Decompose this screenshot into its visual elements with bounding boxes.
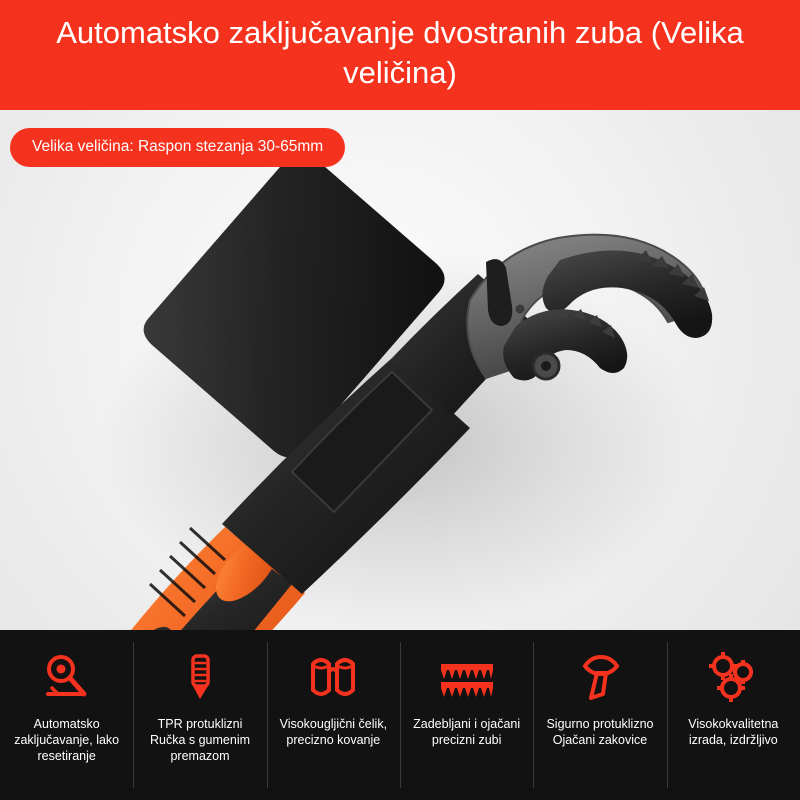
feature-item-tpr-grip <box>133 630 266 800</box>
feature-label: Visokokvalitetna izrada, izdržljivo <box>688 717 779 747</box>
header-banner <box>0 0 800 110</box>
feature-item-auto-lock <box>0 630 133 800</box>
feature-label: Automatsko zaključavanje, lako resetiranje <box>14 717 120 763</box>
feature-strip <box>0 630 800 800</box>
teeth-icon <box>435 644 499 710</box>
rivet-icon <box>573 644 627 710</box>
product-photo <box>0 110 800 630</box>
page-title: Automatsko zaključavanje dvostranih zuba (Velika veličina) <box>56 15 744 90</box>
feature-item-rivet <box>533 630 666 800</box>
feature-label: Visokougljični čelik, precizno kovanje <box>279 717 388 747</box>
gears-icon <box>703 644 763 710</box>
steel-forged-icon <box>303 644 363 710</box>
tpr-grip-icon <box>173 644 227 710</box>
feature-label: Sigurno protuklizno Ojačani zakovice <box>546 717 654 747</box>
wrench-illustration <box>0 110 800 630</box>
size-badge: Velika veličina: Raspon stezanja 30-65mm <box>10 128 345 167</box>
feature-item-teeth <box>400 630 533 800</box>
feature-item-steel-forged <box>267 630 400 800</box>
feature-item-gears <box>667 630 800 800</box>
auto-lock-icon <box>40 644 94 710</box>
feature-label: Zadebljani i ojačani precizni zubi <box>413 717 521 747</box>
feature-label: TPR protuklizni Ručka s gumenim premazom <box>149 717 251 763</box>
